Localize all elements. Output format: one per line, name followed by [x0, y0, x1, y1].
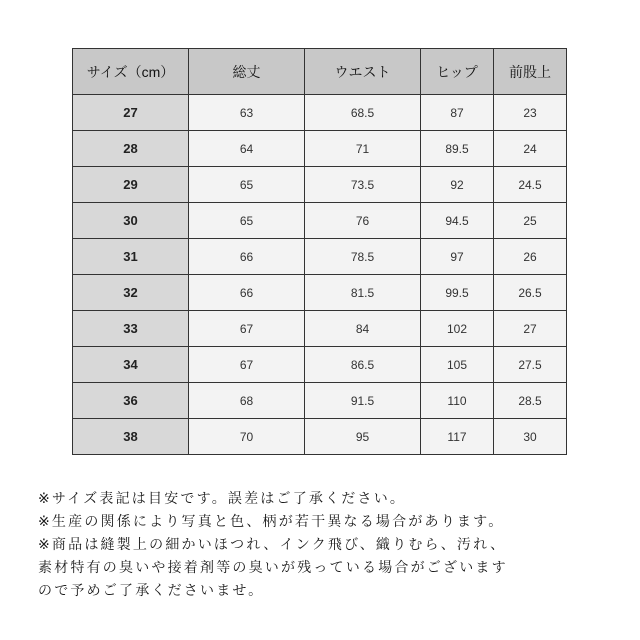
size-cell: 27: [73, 95, 189, 131]
waist-cell: 68.5: [305, 95, 421, 131]
size-chart-body: [73, 95, 567, 455]
front-rise-header: 前股上: [494, 49, 567, 95]
front-rise-cell: 27: [494, 311, 567, 347]
size-cell: 33: [73, 311, 189, 347]
hip-cell: 110: [421, 383, 494, 419]
total-length-cell: 70: [189, 419, 305, 455]
hip-cell: 105: [421, 347, 494, 383]
notes-block: [38, 488, 628, 603]
waist-cell: 86.5: [305, 347, 421, 383]
note-line: ※サイズ表記は目安です。誤差はご了承ください。: [38, 491, 407, 507]
waist-header: ウエスト: [305, 49, 421, 95]
size-cell: 34: [73, 347, 189, 383]
size-cell: 30: [73, 203, 189, 239]
size-chart-header-row: [73, 49, 567, 95]
size-cell: 36: [73, 383, 189, 419]
table-row: [73, 383, 567, 419]
size-cell: 32: [73, 275, 189, 311]
waist-cell: 76: [305, 203, 421, 239]
front-rise-cell: 26.5: [494, 275, 567, 311]
hip-header: ヒップ: [421, 49, 494, 95]
total-length-cell: 67: [189, 311, 305, 347]
table-row: [73, 419, 567, 455]
front-rise-cell: 25: [494, 203, 567, 239]
hip-cell: 99.5: [421, 275, 494, 311]
waist-cell: 71: [305, 131, 421, 167]
note-line: ※商品は縫製上の細かいほつれ、インク飛び、織りむら、汚れ、: [38, 537, 507, 553]
size-cell: 38: [73, 419, 189, 455]
size-cell: 31: [73, 239, 189, 275]
front-rise-cell: 24.5: [494, 167, 567, 203]
table-row: [73, 95, 567, 131]
note-line: ※生産の関係により写真と色、柄が若干異なる場合があります。: [38, 514, 505, 530]
note-line: ので予めご了承くださいませ。: [38, 583, 265, 599]
hip-cell: 92: [421, 167, 494, 203]
size-cell: 28: [73, 131, 189, 167]
table-row: [73, 203, 567, 239]
front-rise-cell: 28.5: [494, 383, 567, 419]
front-rise-cell: 30: [494, 419, 567, 455]
total-length-cell: 64: [189, 131, 305, 167]
total-length-header: 総丈: [189, 49, 305, 95]
total-length-cell: 65: [189, 203, 305, 239]
total-length-cell: 66: [189, 275, 305, 311]
hip-cell: 89.5: [421, 131, 494, 167]
size-cell: 29: [73, 167, 189, 203]
hip-cell: 117: [421, 419, 494, 455]
table-row: [73, 275, 567, 311]
waist-cell: 91.5: [305, 383, 421, 419]
table-row: [73, 239, 567, 275]
front-rise-cell: 27.5: [494, 347, 567, 383]
table-row: [73, 131, 567, 167]
total-length-cell: 65: [189, 167, 305, 203]
waist-cell: 95: [305, 419, 421, 455]
front-rise-cell: 23: [494, 95, 567, 131]
table-row: [73, 311, 567, 347]
waist-cell: 81.5: [305, 275, 421, 311]
table-row: [73, 347, 567, 383]
total-length-cell: 63: [189, 95, 305, 131]
waist-cell: 78.5: [305, 239, 421, 275]
note-line: 素材特有の臭いや接着剤等の臭いが残っている場合がございます: [38, 560, 508, 576]
total-length-cell: 68: [189, 383, 305, 419]
front-rise-cell: 24: [494, 131, 567, 167]
front-rise-cell: 26: [494, 239, 567, 275]
hip-cell: 87: [421, 95, 494, 131]
total-length-cell: 66: [189, 239, 305, 275]
waist-cell: 84: [305, 311, 421, 347]
size-chart-table: [72, 48, 567, 455]
hip-cell: 102: [421, 311, 494, 347]
waist-cell: 73.5: [305, 167, 421, 203]
hip-cell: 94.5: [421, 203, 494, 239]
hip-cell: 97: [421, 239, 494, 275]
total-length-cell: 67: [189, 347, 305, 383]
table-row: [73, 167, 567, 203]
size-header: サイズ（cm）: [73, 49, 189, 95]
